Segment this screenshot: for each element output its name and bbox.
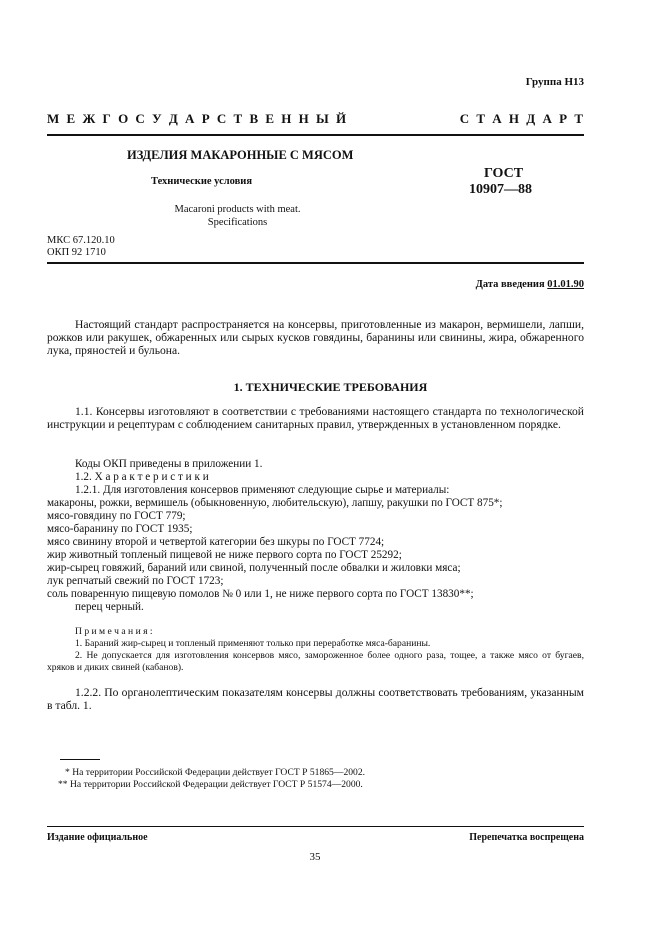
note-2: 2. Не допускается для изготовления консервов мясо, замороженное более одного раза, тощее, а также мясо от бугаев, хряков и диких свиней (кабанов). [47,650,584,673]
page-number: 35 [309,851,321,863]
okp-code: ОКП 92 1710 [47,246,106,258]
paragraph-1-2-2: 1.2.2. По органолептическим показателям консервы должны соответствовать требованиям, указанным в табл. 1. [47,686,584,713]
title-en [0,203,475,229]
material-item: лук репчатый свежий по ГОСТ 1723; [47,575,224,587]
classification-codes [47,235,115,258]
group-label: Группа Н13 [525,76,584,88]
intro-date-label: Дата введения [475,279,545,290]
footnote-separator [60,759,100,760]
okp-codes-note: Коды ОКП приведены в приложении 1. [75,458,263,470]
subtitle-ru: Технические условия [151,176,253,187]
notes-heading: П р и м е ч а н и я : [75,626,153,637]
header-rule [47,134,584,136]
gost-number: 10907—88 [469,182,532,197]
material-item: мясо свинину второй и четвертой категории без шкуры по ГОСТ 7724; [47,536,385,548]
paragraph-1-2: 1.2. Х а р а к т е р и с т и к и [75,471,209,483]
gost-label: ГОСТ [484,166,524,181]
interstate-label: М Е Ж Г О С У Д А Р С Т В Е Н Н Ы Й [47,111,348,126]
material-item: соль поваренную пищевую помолов № 0 или 1, не ниже первого сорта по ГОСТ 13830**; [47,588,474,600]
title-ru: ИЗДЕЛИЯ МАКАРОННЫЕ С МЯСОМ [127,148,354,162]
footer-reprint-prohibited: Перепечатка воспрещена [469,832,584,843]
mks-code: МКС 67.120.10 [47,235,115,246]
title-en-line1: Macaroni products with meat. [174,204,301,215]
footnote-2: ** На территории Российской Федерации действует ГОСТ Р 51574—2000. [58,779,363,790]
intro-date-value: 01.01.90 [547,279,584,290]
note-1: 1. Бараний жир-сырец и топленый применяют только при переработке мяса-баранины. [75,638,431,649]
paragraph-1-2-1: 1.2.1. Для изготовления консервов применяют следующие сырье и материалы: [75,484,450,496]
paragraph-1-1: 1.1. Консервы изготовляют в соответствии с требованиями настоящего стандарта по технологической инструкции и рецептурам с соблюдением санитарных правил, утвержденных в установленном порядке. [47,405,584,432]
material-item: мясо-баранину по ГОСТ 1935; [47,523,193,535]
material-item: мясо-говядину по ГОСТ 779; [47,510,186,522]
title-en-line2: Specifications [207,217,268,228]
intro-date [476,279,584,290]
material-item: жир-сырец говяжий, бараний или свиной, полученный после обвалки и жиловки мяса; [47,562,461,574]
footer-rule [47,826,584,827]
material-item: жир животный топленый пищевой не ниже первого сорта по ГОСТ 25292; [47,549,402,561]
standard-label: С Т А Н Д А Р Т [459,111,584,126]
material-item: макароны, рожки, вермишель (обыкновенную, любительскую), лапшу, ракушки по ГОСТ 875*; [47,497,503,509]
section-heading: 1. ТЕХНИЧЕСКИЕ ТРЕБОВАНИЯ [233,380,428,394]
title-rule [47,262,584,264]
footnote-1: * На территории Российской Федерации действует ГОСТ Р 51865—2002. [65,767,366,778]
footer-official-edition: Издание официальное [47,832,148,843]
material-item: перец черный. [75,601,144,613]
intro-paragraph: Настоящий стандарт распространяется на консервы, приготовленные из макарон, вермишели, лапши, рожков или ракушек, обжаренных или сырых кусков говядины, баранины или свинины, жира, обжаренного лука, пряностей и бульона. [47,318,584,358]
